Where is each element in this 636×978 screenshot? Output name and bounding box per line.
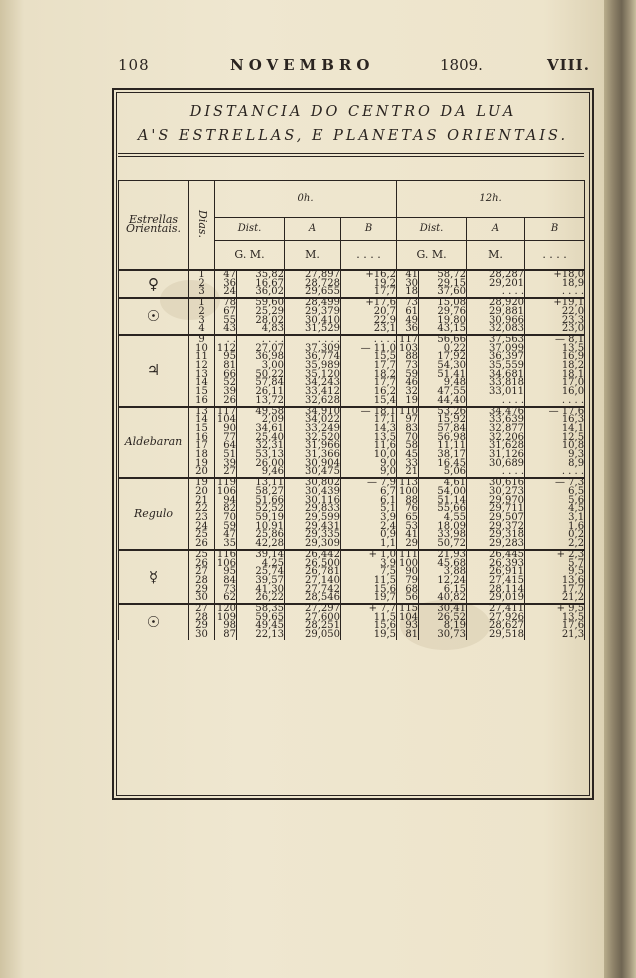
a12-values: 28,287 29,201 . . . .: [467, 270, 525, 298]
a0-values: 30,802 30,439 30,116 29,833 29,599 29,431 29,335 29,309: [285, 478, 341, 550]
days: 1 2 3 4: [189, 298, 215, 335]
star-name: ☿: [119, 550, 189, 604]
dist0-degrees: 119 106 94 82 70 59 47 35: [215, 478, 237, 550]
dist12-minutes: 53,26 15,92 57,84 56,98 11,11 38,17 16,45 5,06: [419, 407, 467, 479]
star-group-row: [119, 604, 585, 640]
dist12-degrees: 41 30 18: [397, 270, 419, 298]
header-b-12: B: [525, 218, 585, 241]
dist0-degrees: 78 67 55 43: [215, 298, 237, 335]
star-group-row: [119, 335, 585, 407]
star-name: Regulo: [119, 478, 189, 550]
a12-values: 26,445 26,393 26,911 27,415 28,114 29,019: [467, 550, 525, 604]
lunar-distance-table: [118, 180, 585, 640]
dist12-minutes: 56,66 0,22 17,92 54,30 51,41 9,48 47,55 44,40: [419, 335, 467, 407]
days: 27 28 29 30: [189, 604, 215, 640]
a0-values: 28,499 29,379 30,410 31,529: [285, 298, 341, 335]
page-number: 108: [118, 56, 150, 74]
a12-values: 28,920 29,881 30,966 32,083: [467, 298, 525, 335]
header-days: [189, 181, 215, 271]
star-name: ♀: [119, 270, 189, 298]
days: 1 2 3: [189, 270, 215, 298]
a0-values: 27,897 28,728 29,655: [285, 270, 341, 298]
units-m-0: M.: [285, 241, 341, 271]
dist0-degrees: 116 106 95 84 73 62: [215, 550, 237, 604]
header-hour12: 12h.: [397, 181, 585, 218]
dist12-minutes: 4,61 54,00 51,14 55,66 4,55 18,09 33,98 50,72: [419, 478, 467, 550]
a12-values: 34,476 33,639 32,877 32,206 31,628 31,126 30,689 . . . .: [467, 407, 525, 479]
dist0-minutes: 39,14 4,25 25,74 39,57 41,30 26,22: [237, 550, 285, 604]
header-a-0: A: [285, 218, 341, 241]
dist12-minutes: 58,72 29,15 37,60: [419, 270, 467, 298]
a12-values: 30,616 30,273 29,970 29,711 29,507 29,372 29,318 29,283: [467, 478, 525, 550]
dist12-degrees: 110 97 83 70 58 45 33 21: [397, 407, 419, 479]
dist12-minutes: 15,08 29,76 19,80 43,15: [419, 298, 467, 335]
units-m-12: M.: [467, 241, 525, 271]
star-name: ☉: [119, 298, 189, 335]
a0-values: . . . . 37,309 36,774 35,989 35,120 34,243 33,412 32,628: [285, 335, 341, 407]
dist12-degrees: 111 100 90 79 68 56: [397, 550, 419, 604]
star-group-row: [119, 478, 585, 550]
table-title-line2: A'S ESTRELLAS, E PLANETAS ORIENTAIS.: [137, 128, 569, 144]
header-days-label: Dias.: [195, 209, 209, 238]
dist12-minutes: 30,41 26,52 8,19 30,73: [419, 604, 467, 640]
a12-values: 27,411 27,926 28,627 29,518: [467, 604, 525, 640]
dist0-degrees: 47 36 24: [215, 270, 237, 298]
dist12-minutes: 21,93 45,68 3,88 12,24 6,15 40,82: [419, 550, 467, 604]
b12-values: — 8,1 13,5 16,9 18,2 18,1 17,0 16,0 . . . .: [525, 335, 585, 407]
page-section: VIII.: [547, 56, 590, 74]
b12-values: +19,1 22,0 23,3 23,0: [525, 298, 585, 335]
star-name: ☉: [119, 604, 189, 640]
star-group-row: [119, 270, 585, 298]
header-b-0: B: [341, 218, 397, 241]
header-hour0: 0h.: [215, 181, 397, 218]
star-group-row: [119, 298, 585, 335]
a0-values: 34,910 34,022 33,249 32,520 31,966 31,366 30,904 30,475: [285, 407, 341, 479]
b12-values: + 9,5 13,5 17,6 21,3: [525, 604, 585, 640]
days: 25 26 27 28 29 30: [189, 550, 215, 604]
title-rule: [118, 156, 584, 157]
a0-values: 26,442 26,500 26,781 27,140 27,742 28,546: [285, 550, 341, 604]
a0-values: 27,297 27,600 28,251 29,050: [285, 604, 341, 640]
dist12-degrees: 117 103 88 73 59 46 32 19: [397, 335, 419, 407]
b0-values: +16,2 19,2 17,7: [341, 270, 397, 298]
b0-values: +17,6 20,7 22,9 23,1: [341, 298, 397, 335]
dist0-minutes: 58,35 59,65 49,45 22,13: [237, 604, 285, 640]
dist0-minutes: 35,82 16,67 36,02: [237, 270, 285, 298]
dist0-minutes: 13,11 58,27 51,66 52,52 59,19 10,91 25,86 42,28: [237, 478, 285, 550]
b12-values: +18,0 18,9 . . . .: [525, 270, 585, 298]
star-group-row: [119, 550, 585, 604]
book-spine: [604, 0, 636, 978]
b0-values: — 7,9 6,7 6,1 5,1 3,9 2,4 0,9 1,1: [341, 478, 397, 550]
page-month: NOVEMBRO: [230, 56, 375, 74]
dist0-degrees: . . 112 95 81 66 52 39 26: [215, 335, 237, 407]
header-stars: Estrellas Orientais.: [119, 181, 189, 271]
b0-values: + 7,7 11,5 15,6 19,5: [341, 604, 397, 640]
units-dots-12: . . . .: [525, 241, 585, 271]
dist0-minutes: 59,60 25,29 28,02 4,83: [237, 298, 285, 335]
b0-values: — 18,1 17,1 14,3 13,5 11,6 10,0 9,0 9,0: [341, 407, 397, 479]
a12-values: 37,563 37,099 36,397 35,559 34,681 33,818 33,011 . . . .: [467, 335, 525, 407]
header-dist-12: Dist.: [397, 218, 467, 241]
days: 9 10 11 12 13 14 15 16: [189, 335, 215, 407]
b0-values: + 1,0 3,9 7,5 11,5 15,6 19,7: [341, 550, 397, 604]
title-rule: [118, 153, 584, 154]
dist0-degrees: 120 109 98 87: [215, 604, 237, 640]
dist0-minutes: . . . . 27,07 36,98 3,00 50,22 57,84 26,11 13,72: [237, 335, 285, 407]
days: 13 14 15 16 17 18 19 20: [189, 407, 215, 479]
page-year: 1809.: [440, 56, 483, 74]
star-name: ♃: [119, 335, 189, 407]
star-name: Aldebaran: [119, 407, 189, 479]
b12-values: — 17,6 16,3 14,1 12,5 10,8 9,3 8,9 . . . .: [525, 407, 585, 479]
b0-values: . . . . — 11,0 15,5 17,7 18,2 17,7 16,2 15,4: [341, 335, 397, 407]
b12-values: + 2,3 5,7 9,5 13,6 17,7 21,2: [525, 550, 585, 604]
dist12-degrees: 73 61 49 36: [397, 298, 419, 335]
dist0-degrees: 117 104 90 77 64 51 39 27: [215, 407, 237, 479]
table-title-line1: DISTANCIA DO CENTRO DA LUA: [189, 104, 517, 120]
star-group-row: [119, 407, 585, 479]
dist12-degrees: 115 104 93 81: [397, 604, 419, 640]
units-gm-12: G. M.: [397, 241, 467, 271]
days: 19 20 21 22 23 24 25 26: [189, 478, 215, 550]
units-gm-0: G. M.: [215, 241, 285, 271]
dist0-minutes: 49,58 2,09 34,61 25,40 32,31 53,13 26,00 9,46: [237, 407, 285, 479]
units-dots-0: . . . .: [341, 241, 397, 271]
b12-values: — 7,3 6,5 5,6 4,5 3,1 1,6 0,2 2,2: [525, 478, 585, 550]
header-dist-0: Dist.: [215, 218, 285, 241]
table-body: [119, 270, 585, 640]
header-a-12: A: [467, 218, 525, 241]
dist12-degrees: 113 100 88 76 65 53 41 29: [397, 478, 419, 550]
